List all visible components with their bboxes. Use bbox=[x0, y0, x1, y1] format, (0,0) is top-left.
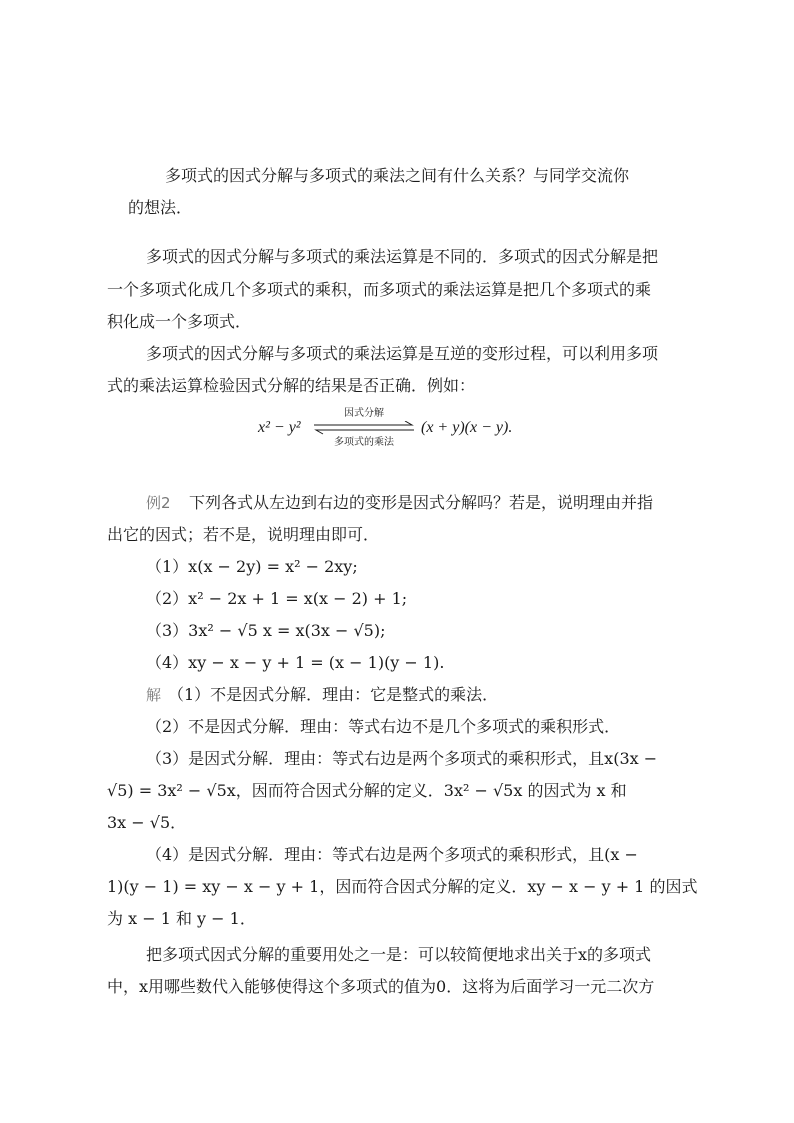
factorization-arrows bbox=[312, 405, 416, 449]
example-line-2: 出它的因式；若不是，说明理由即可． bbox=[107, 525, 380, 544]
para3-line-2: 中，x用哪些数代入能够使得这个多项式的值为0．这将为后面学习一元二次方 bbox=[107, 977, 655, 996]
solution-4-line-1: （4）是因式分解．理由：等式右边是两个多项式的乘积形式，且(x − bbox=[146, 845, 638, 864]
solution-3-line-2: √5) = 3x² − √5x，因而符合因式分解的定义．3x² − √5x 的因式为 x 和 bbox=[107, 781, 627, 800]
solution-label: 解 bbox=[146, 686, 162, 704]
double-arrow-icon bbox=[312, 421, 416, 435]
formula-right: (x + y)(x − y). bbox=[421, 419, 513, 436]
think-line-2: 的想法． bbox=[128, 198, 193, 217]
solution-2: （2）不是因式分解．理由：等式右边不是几个多项式的乘积形式． bbox=[146, 717, 621, 736]
solution-3-line-3: 3x − √5． bbox=[107, 813, 187, 832]
arrow-bottom-label: 多项式的乘法 bbox=[334, 437, 394, 448]
solution-1: （1）不是因式分解．理由：它是整式的乘法． bbox=[168, 685, 499, 704]
arrow-top-label: 因式分解 bbox=[344, 408, 384, 419]
example-item-2: （2）x² − 2x + 1 = x(x − 2) + 1; bbox=[146, 589, 408, 608]
solution-4-line-3: 为 x − 1 和 y − 1． bbox=[107, 909, 256, 928]
example-line-1: 下列各式从左边到右边的变形是因式分解吗？若是，说明理由并指 bbox=[189, 493, 654, 512]
para1-line-2: 一个多项式化成几个多项式的乘积，而多项式的乘法运算是把几个多项式的乘 bbox=[107, 280, 652, 299]
example-item-4: （4）xy − x − y + 1 = (x − 1)(y − 1). bbox=[146, 653, 445, 672]
para1-line-1: 多项式的因式分解与多项式的乘法运算是不同的．多项式的因式分解是把 bbox=[146, 247, 659, 266]
formula-left: x² − y² bbox=[258, 419, 301, 436]
think-line-1: 多项式的因式分解与多项式的乘法之间有什么关系？与同学交流你 bbox=[165, 166, 630, 185]
para1-line-3: 积化成一个多项式． bbox=[107, 312, 252, 331]
example-item-1: （1）x(x − 2y) = x² − 2xy; bbox=[146, 557, 358, 576]
example-label: 例2 bbox=[146, 494, 171, 512]
solution-4-line-2: 1)(y − 1) = xy − x − y + 1，因而符合因式分解的定义．xy − x − y + 1 的因式 bbox=[107, 877, 698, 896]
solution-3-line-1: （3）是因式分解．理由：等式右边是两个多项式的乘积形式，且x(3x − bbox=[146, 749, 658, 768]
example-item-3: （3）3x² − √5 x = x(3x − √5); bbox=[146, 621, 386, 640]
para2-line-1: 多项式的因式分解与多项式的乘法运算是互逆的变形过程，可以利用多项 bbox=[146, 344, 659, 363]
para3-line-1: 把多项式因式分解的重要用处之一是：可以较简便地求出关于x的多项式 bbox=[146, 945, 652, 964]
para2-line-2: 式的乘法运算检验因式分解的结果是否正确．例如： bbox=[107, 376, 476, 395]
